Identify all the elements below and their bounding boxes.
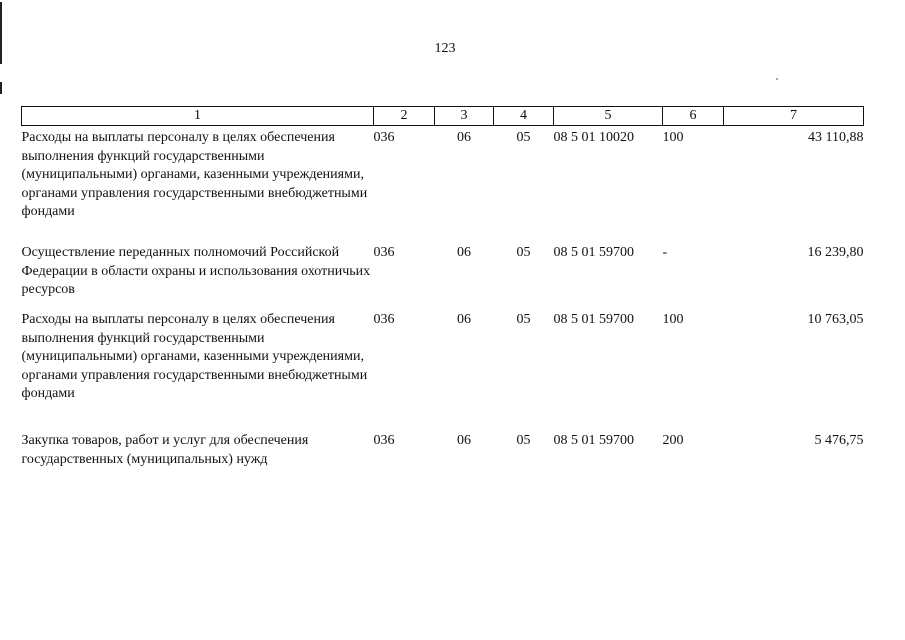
row-pr: 05 bbox=[516, 130, 531, 145]
row-csr: 08 5 01 59700 bbox=[553, 312, 634, 327]
table-row bbox=[22, 244, 864, 311]
table-row bbox=[22, 432, 864, 472]
row-name: Расходы на выплаты персоналу в целях обеспечения выполнения функций государственными (муниципальными) органами, казенными учреждениями, органами управления государственными внебюджетными фондами bbox=[21, 130, 368, 219]
row-pr: 05 bbox=[516, 433, 531, 448]
row-name: Закупка товаров, работ и услуг для обеспечения государственных (муниципальных) нужд bbox=[21, 433, 309, 467]
row-sum: 10 763,05 bbox=[807, 312, 864, 327]
row-sum: 5 476,75 bbox=[814, 433, 864, 448]
header-col-4: 4 bbox=[494, 107, 554, 126]
table-body bbox=[22, 126, 864, 473]
row-vr: 100 bbox=[662, 312, 684, 327]
table-row bbox=[22, 311, 864, 432]
row-name: Осуществление переданных полномочий Российской Федерации в области охраны и использования охотничьих ресурсов bbox=[21, 245, 371, 297]
header-col-3: 3 bbox=[435, 107, 494, 126]
header-col-2: 2 bbox=[374, 107, 435, 126]
row-pr: 05 bbox=[516, 245, 531, 260]
row-rz: 06 bbox=[457, 433, 471, 448]
row-ved: 036 bbox=[373, 130, 395, 145]
scan-speck bbox=[776, 78, 778, 80]
row-vr: 200 bbox=[662, 433, 684, 448]
row-sum: 43 110,88 bbox=[808, 130, 864, 145]
row-csr: 08 5 01 10020 bbox=[553, 130, 634, 145]
row-rz: 06 bbox=[457, 130, 471, 145]
table-row bbox=[22, 126, 864, 245]
row-name: Расходы на выплаты персоналу в целях обеспечения выполнения функций государственными (муниципальными) органами, казенными учреждениями, органами управления государственными внебюджетными фондами bbox=[21, 312, 368, 401]
row-csr: 08 5 01 59700 bbox=[553, 433, 634, 448]
header-col-6: 6 bbox=[663, 107, 724, 126]
header-col-5: 5 bbox=[554, 107, 663, 126]
scan-edge-mark bbox=[0, 2, 2, 64]
row-ved: 036 bbox=[373, 312, 395, 327]
row-pr: 05 bbox=[516, 312, 531, 327]
row-rz: 06 bbox=[457, 312, 471, 327]
row-rz: 06 bbox=[457, 245, 471, 260]
row-csr: 08 5 01 59700 bbox=[553, 245, 634, 260]
header-col-7: 7 bbox=[724, 107, 864, 126]
table-header bbox=[22, 107, 864, 126]
row-sum: 16 239,80 bbox=[807, 245, 864, 260]
row-ved: 036 bbox=[373, 245, 395, 260]
row-vr: 100 bbox=[662, 130, 684, 145]
budget-table bbox=[21, 106, 864, 472]
scan-edge-mark bbox=[0, 82, 2, 94]
row-vr: - bbox=[662, 245, 668, 260]
header-col-1: 1 bbox=[22, 107, 374, 126]
page-number: 123 bbox=[434, 41, 456, 56]
header-row bbox=[22, 107, 864, 126]
row-ved: 036 bbox=[373, 433, 395, 448]
